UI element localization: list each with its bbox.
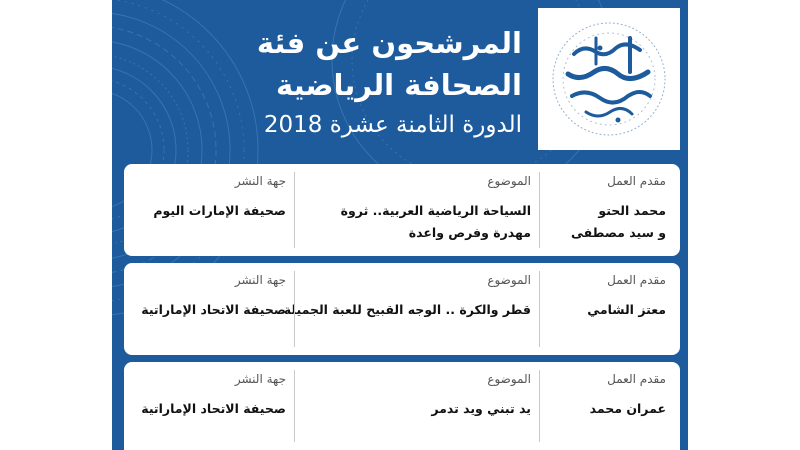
award-logo: [538, 8, 680, 150]
topic-title: قطر والكرة .. الوجه القبيح للعبة الجميلة: [283, 302, 531, 317]
presenter-name-line: محمد الحتو: [598, 203, 666, 218]
publisher-column: [134, 172, 295, 248]
publisher-name: صحيفة الاتحاد الإماراتية: [141, 401, 286, 416]
nominee-card: [124, 263, 680, 355]
presenter-name-line: و سيد مصطفى: [571, 225, 666, 240]
presenter-label: مقدم العمل: [607, 372, 666, 386]
infographic-panel: [112, 0, 688, 450]
topic-column: [299, 370, 540, 442]
topic-title-line: السياحة الرياضية العربية.. ثروة: [340, 203, 531, 218]
publisher-label: جهة النشر: [234, 174, 286, 188]
presenter-label: مقدم العمل: [607, 174, 666, 188]
publisher-label: جهة النشر: [234, 273, 286, 287]
presenter-name: عمران محمد: [589, 401, 666, 416]
nominee-card: [124, 362, 680, 450]
edition-subtitle: الدورة الثامنة عشرة 2018: [263, 112, 522, 138]
topic-title: يد تبني ويد تدمر: [431, 401, 531, 416]
publisher-label: جهة النشر: [234, 372, 286, 386]
topic-label: الموضوع: [487, 273, 531, 287]
topic-title-line: مهدرة وفرص واعدة: [408, 225, 531, 240]
presenter-name: [571, 200, 666, 244]
presenter-column: [543, 172, 674, 248]
publisher-name: صحيفة الاتحاد الإماراتية: [141, 302, 286, 317]
presenter-column: [543, 370, 674, 442]
nominee-card: [124, 164, 680, 256]
topic-label: الموضوع: [487, 174, 531, 188]
page-title-line-1: المرشحون عن فئة: [256, 26, 522, 60]
page-title-line-2: الصحافة الرياضية: [276, 68, 522, 102]
publisher-column: [134, 271, 295, 347]
presenter-name: معتز الشامي: [587, 302, 666, 317]
topic-column: [283, 271, 540, 347]
presenter-label: مقدم العمل: [607, 273, 666, 287]
topic-column: [299, 172, 540, 248]
presenter-column: [543, 271, 674, 347]
publisher-name: صحيفة الإمارات اليوم: [153, 203, 286, 218]
topic-label: الموضوع: [487, 372, 531, 386]
topic-title: [341, 200, 531, 244]
publisher-column: [134, 370, 295, 442]
